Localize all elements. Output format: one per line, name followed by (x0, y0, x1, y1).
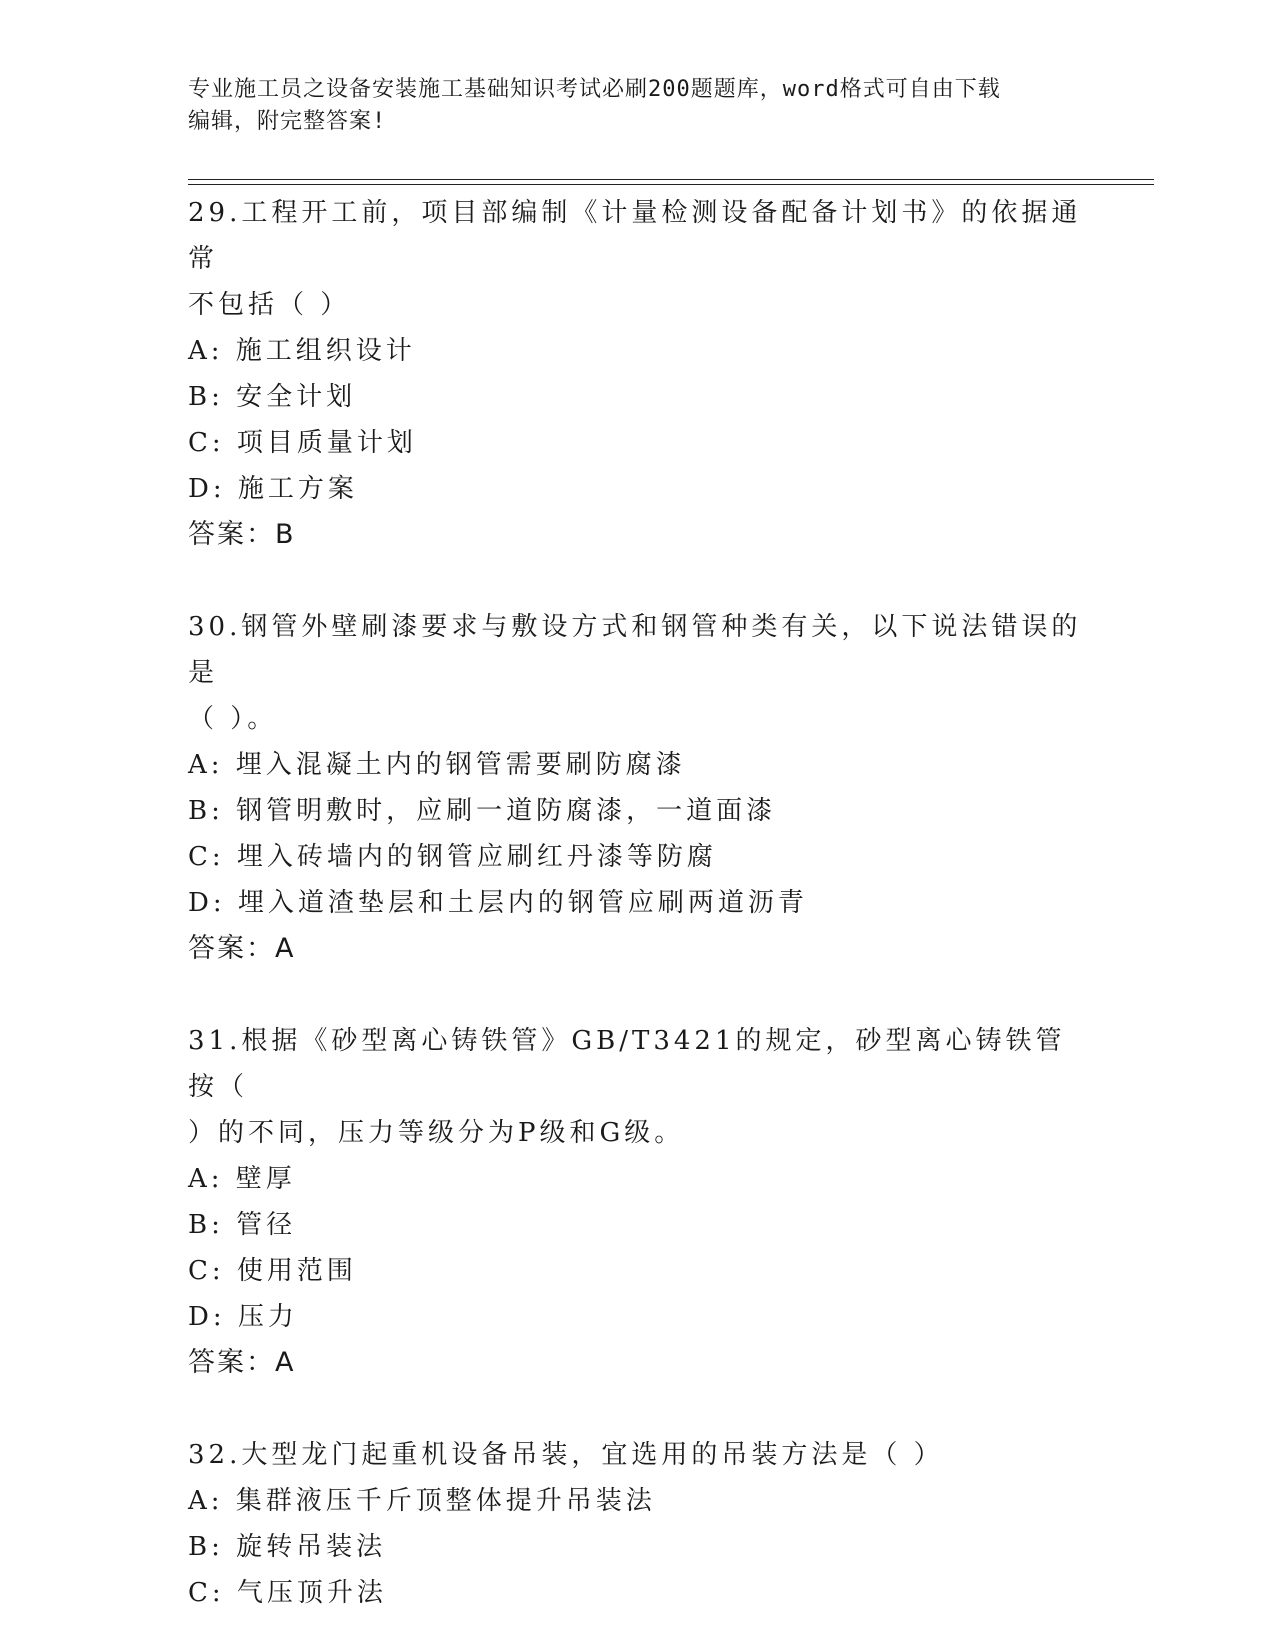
spacer (188, 972, 1088, 1018)
question-29 (188, 190, 1088, 558)
option-b: B: 管径 (188, 1210, 297, 1240)
option-a: A: 施工组织设计 (188, 336, 416, 366)
option-c: C: 埋入砖墙内的钢管应刷红丹漆等防腐 (188, 842, 717, 872)
option-d: D: 压力 (188, 1302, 298, 1332)
question-text: 32.大型龙门起重机设备吊装，宜选用的吊装方法是（ ） (188, 1440, 944, 1470)
header-divider-bottom (188, 184, 1154, 185)
option-a: A: 埋入混凝土内的钢管需要刷防腐漆 (188, 750, 686, 780)
question-32 (188, 1432, 1088, 1616)
answer: 答案：B (188, 519, 296, 550)
question-list (188, 190, 1088, 1616)
question-text-continued: 不包括（ ） (188, 290, 351, 320)
document-header (188, 74, 1088, 138)
answer: 答案：A (188, 1347, 296, 1378)
option-c: C: 项目质量计划 (188, 428, 417, 458)
option-d: D: 埋入道渣垫层和土层内的钢管应刷两道沥青 (188, 888, 808, 918)
question-text: 31.根据《砂型离心铸铁管》GB/T3421的规定，砂型离心铸铁管按（ (188, 1026, 1066, 1102)
spacer (188, 558, 1088, 604)
header-line-1: 专业施工员之设备安装施工基础知识考试必刷200题题库，word格式可自由下载 (188, 77, 1001, 102)
option-c: C: 气压顶升法 (188, 1578, 387, 1608)
question-31 (188, 1018, 1088, 1386)
header-line-2: 编辑，附完整答案! (188, 109, 387, 134)
question-text-continued: （ ）。 (188, 704, 278, 734)
header-divider-top (188, 179, 1154, 180)
answer: 答案：A (188, 933, 296, 964)
question-text-continued: ）的不同，压力等级分为P级和G级。 (188, 1118, 685, 1148)
question-text: 29.工程开工前，项目部编制《计量检测设备配备计划书》的依据通常 (188, 198, 1082, 274)
option-a: A: 壁厚 (188, 1164, 296, 1194)
option-a: A: 集群液压千斤顶整体提升吊装法 (188, 1486, 656, 1516)
question-text: 30.钢管外壁刷漆要求与敷设方式和钢管种类有关，以下说法错误的是 (188, 612, 1082, 688)
spacer (188, 1386, 1088, 1432)
question-30 (188, 604, 1088, 972)
option-b: B: 旋转吊装法 (188, 1532, 387, 1562)
option-d: D: 施工方案 (188, 474, 358, 504)
option-c: C: 使用范围 (188, 1256, 357, 1286)
option-b: B: 钢管明敷时，应刷一道防腐漆，一道面漆 (188, 796, 777, 826)
option-b: B: 安全计划 (188, 382, 357, 412)
